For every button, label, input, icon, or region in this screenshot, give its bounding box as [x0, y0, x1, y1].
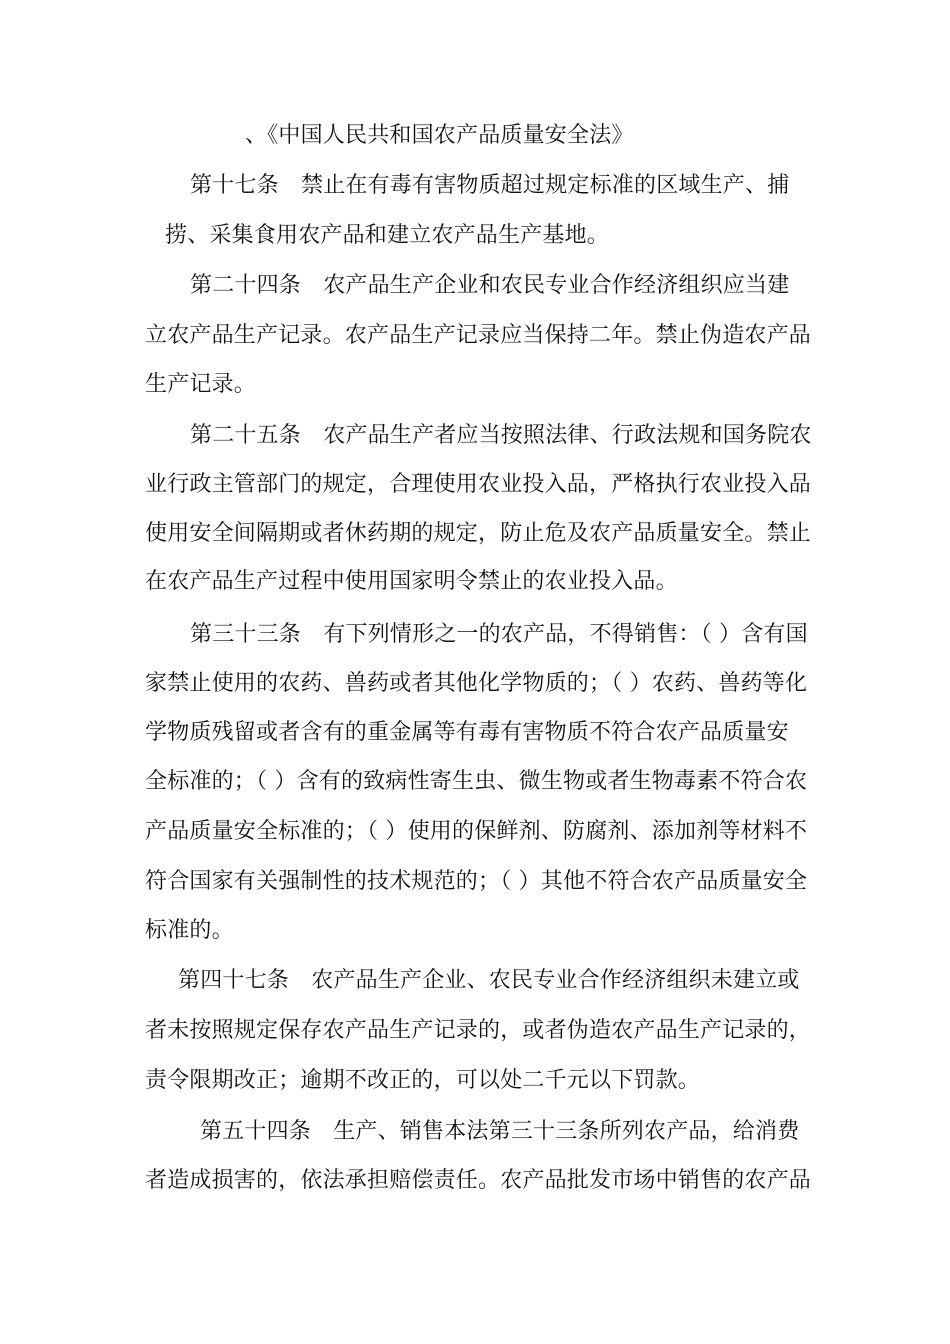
article-33-line-1: 第三十三条 有下列情形之一的农产品，不得销售：（ ）含有国: [190, 622, 808, 647]
article-24-line-2: 立农产品生产记录。农产品生产记录应当保持二年。禁止伪造农产品: [145, 323, 812, 348]
article-47-line-3: 责令限期改正；逾期不改正的，可以处二千元以下罚款。: [145, 1068, 701, 1093]
article-17-line-1: 第十七条 禁止在有毒有害物质超过规定标准的区域生产、捕: [190, 173, 790, 198]
article-54-line-2: 者造成损害的，依法承担赔偿责任。农产品批发市场中销售的农产品: [145, 1168, 812, 1193]
article-33-line-6: 符合国家有关强制性的技术规范的；（ ）其他不符合农产品质量安全: [145, 869, 808, 894]
article-33-line-2: 家禁止使用的农药、兽药或者其他化学物质的；（ ）农药、兽药等化: [145, 671, 808, 696]
article-24-line-3: 生产记录。: [145, 372, 257, 397]
article-33-line-4: 全标准的；（ ）含有的致病性寄生虫、微生物或者生物毒素不符合农: [145, 769, 808, 794]
article-25-line-4: 在农产品生产过程中使用国家明令禁止的农业投入品。: [145, 569, 678, 594]
article-47-line-1: 第四十七条 农产品生产企业、农民专业合作经济组织未建立或: [178, 968, 800, 993]
article-33-line-7: 标准的。: [145, 918, 234, 943]
article-47-line-2: 者未按照规定保存农产品生产记录的，或者伪造农产品生产记录的，: [145, 1018, 812, 1043]
article-25-line-1: 第二十五条 农产品生产者应当按照法律、行政法规和国务院农: [190, 423, 812, 448]
article-54-line-1: 第五十四条 生产、销售本法第三十三条所列农产品，给消费: [200, 1119, 800, 1144]
article-24-line-1: 第二十四条 农产品生产企业和农民专业合作经济组织应当建: [190, 273, 790, 298]
article-25-line-3: 使用安全间隔期或者休药期的规定，防止危及农产品质量安全。禁止: [145, 521, 812, 546]
article-33-line-3: 学物质残留或者含有的重金属等有毒有害物质不符合农产品质量安: [145, 720, 789, 745]
article-17-line-2: 捞、采集食用农产品和建立农产品生产基地。: [165, 223, 610, 248]
article-25-line-2: 业行政主管部门的规定，合理使用农业投入品，严格执行农业投入品: [145, 472, 812, 497]
document-title: 、《中国人民共和国农产品质量安全法》: [245, 123, 634, 148]
article-33-line-5: 产品质量安全标准的；（ ）使用的保鲜剂、防腐剂、添加剂等材料不: [145, 819, 808, 844]
